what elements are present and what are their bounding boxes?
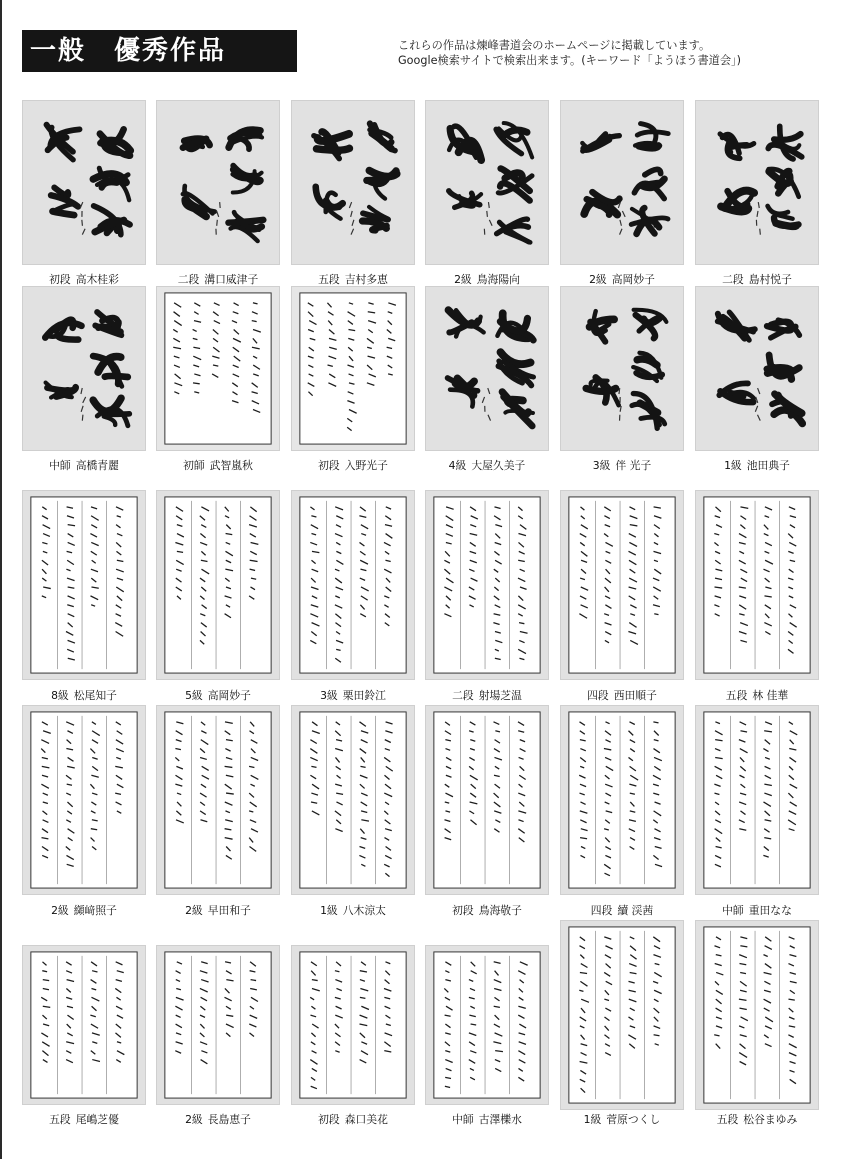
rank-label: 五段: [725, 689, 748, 702]
calligraphy-work-image: [156, 100, 280, 265]
work-caption: [150, 458, 286, 473]
calligraphy-work-image: [156, 490, 280, 680]
work-caption: [689, 903, 825, 918]
author-name: 鳥海敬子: [478, 904, 522, 917]
author-name: 池田典子: [746, 459, 790, 472]
calligraphy-work-image: [560, 920, 684, 1110]
rank-label: 中師: [722, 904, 744, 917]
rank-label: 4級: [448, 459, 467, 472]
author-name: 續 渓茜: [617, 904, 654, 917]
author-name: 八木涼太: [342, 904, 386, 917]
author-name: 松谷まゆみ: [743, 1113, 798, 1126]
calligraphy-work-image: [22, 490, 146, 680]
calligraphy-work-image: [695, 286, 819, 451]
work-caption: [150, 903, 286, 918]
author-name: 早田和子: [207, 904, 251, 917]
work-caption: [689, 1112, 825, 1127]
work-caption: [285, 272, 421, 287]
work-caption: [554, 272, 690, 287]
calligraphy-work-image: [425, 945, 549, 1105]
work-caption: [689, 272, 825, 287]
author-name: 古澤櫟水: [478, 1113, 522, 1126]
author-name: 入野光子: [344, 459, 388, 472]
rank-label: 二段: [452, 689, 474, 702]
rank-label: 3級: [592, 459, 611, 472]
work-caption: [16, 272, 152, 287]
calligraphy-work-image: [22, 945, 146, 1105]
work-caption: [285, 688, 421, 703]
calligraphy-work-image: [156, 705, 280, 895]
calligraphy-work-image: [560, 705, 684, 895]
author-name: 伴 光子: [615, 459, 652, 472]
calligraphy-work-image: [695, 490, 819, 680]
author-name: 松尾知子: [73, 689, 117, 702]
work-caption: [150, 272, 286, 287]
rank-label: 2級: [454, 273, 472, 286]
calligraphy-work-image: [560, 286, 684, 451]
work-caption: [689, 688, 825, 703]
calligraphy-work-image: [425, 705, 549, 895]
work-caption: [554, 458, 690, 473]
author-name: 高木桂彩: [75, 273, 119, 286]
rank-label: 8級: [51, 689, 69, 702]
calligraphy-work-image: [291, 705, 415, 895]
work-caption: [419, 688, 555, 703]
work-caption: [285, 903, 421, 918]
rank-label: 1級: [320, 904, 338, 917]
rank-label: 四段: [590, 904, 613, 917]
author-name: 高橋青麗: [75, 459, 119, 472]
rank-label: 5級: [185, 689, 203, 702]
calligraphy-work-image: [291, 286, 415, 451]
author-name: 鳥海陽向: [476, 273, 520, 286]
work-caption: [16, 688, 152, 703]
rank-label: 初段: [49, 273, 71, 286]
rank-label: 3級: [320, 689, 338, 702]
work-caption: [419, 458, 555, 473]
calligraphy-work-image: [22, 705, 146, 895]
rank-label: 中師: [49, 459, 71, 472]
author-name: 武智嵐秋: [209, 459, 253, 472]
author-name: 菅原つくし: [606, 1113, 661, 1126]
calligraphy-work-image: [695, 920, 819, 1110]
calligraphy-work-image: [695, 705, 819, 895]
author-name: 高岡妙子: [611, 273, 655, 286]
rank-label: 初段: [452, 904, 474, 917]
notice-line-2: Google検索サイトで検索出来ます。(キーワード「ようほう書道会」): [398, 54, 741, 67]
work-caption: [150, 688, 286, 703]
calligraphy-work-image: [291, 490, 415, 680]
work-caption: [285, 1112, 421, 1127]
author-name: 西田順子: [613, 689, 657, 702]
rank-label: 四段: [587, 689, 609, 702]
rank-label: 五段: [716, 1113, 739, 1126]
work-caption: [285, 458, 421, 473]
calligraphy-work-image: [425, 100, 549, 265]
calligraphy-work-image: [425, 490, 549, 680]
work-caption: [554, 903, 690, 918]
author-name: 大屋久美子: [471, 459, 526, 472]
work-caption: [554, 688, 690, 703]
work-caption: [419, 903, 555, 918]
rank-label: 1級: [583, 1113, 602, 1126]
rank-label: 五段: [318, 273, 340, 286]
calligraphy-work-image: [156, 286, 280, 451]
calligraphy-work-image: [291, 945, 415, 1105]
author-name: 林 佳華: [752, 689, 789, 702]
work-caption: [16, 903, 152, 918]
author-name: 吉村多恵: [344, 273, 388, 286]
rank-label: 中師: [452, 1113, 474, 1126]
work-caption: [554, 1112, 690, 1127]
author-name: 高岡妙子: [207, 689, 251, 702]
author-name: 射場芝温: [478, 689, 522, 702]
rank-label: 初段: [318, 1113, 340, 1126]
author-name: 尾嶋芝優: [75, 1113, 119, 1126]
author-name: 纐﨑照子: [73, 904, 117, 917]
work-caption: [689, 458, 825, 473]
rank-label: 2級: [51, 904, 69, 917]
author-name: 島村悦子: [748, 273, 792, 286]
calligraphy-work-image: [695, 100, 819, 265]
rank-label: 二段: [722, 273, 744, 286]
rank-label: 2級: [185, 904, 203, 917]
author-name: 溝口威津子: [204, 273, 259, 286]
author-name: 栗田鈴江: [342, 689, 386, 702]
rank-label: 2級: [185, 1113, 203, 1126]
page-title: 一般 優秀作品: [22, 30, 297, 72]
work-caption: [419, 1112, 555, 1127]
notice-line-1: これらの作品は煉峰書道会のホームページに掲載しています。: [398, 39, 711, 52]
rank-label: 初師: [183, 459, 205, 472]
calligraphy-work-image: [291, 100, 415, 265]
calligraphy-work-image: [560, 490, 684, 680]
calligraphy-work-image: [560, 100, 684, 265]
work-caption: [16, 1112, 152, 1127]
calligraphy-work-image: [156, 945, 280, 1105]
author-name: 長島恵子: [207, 1113, 251, 1126]
calligraphy-work-image: [425, 286, 549, 451]
work-caption: [150, 1112, 286, 1127]
work-caption: [419, 272, 555, 287]
calligraphy-work-image: [22, 100, 146, 265]
author-name: 森口美花: [344, 1113, 388, 1126]
work-caption: [16, 458, 152, 473]
rank-label: 初段: [318, 459, 340, 472]
rank-label: 五段: [49, 1113, 71, 1126]
rank-label: 1級: [724, 459, 742, 472]
calligraphy-work-image: [22, 286, 146, 451]
author-name: 重田なな: [748, 904, 792, 917]
rank-label: 2級: [589, 273, 607, 286]
rank-label: 二段: [177, 273, 200, 286]
